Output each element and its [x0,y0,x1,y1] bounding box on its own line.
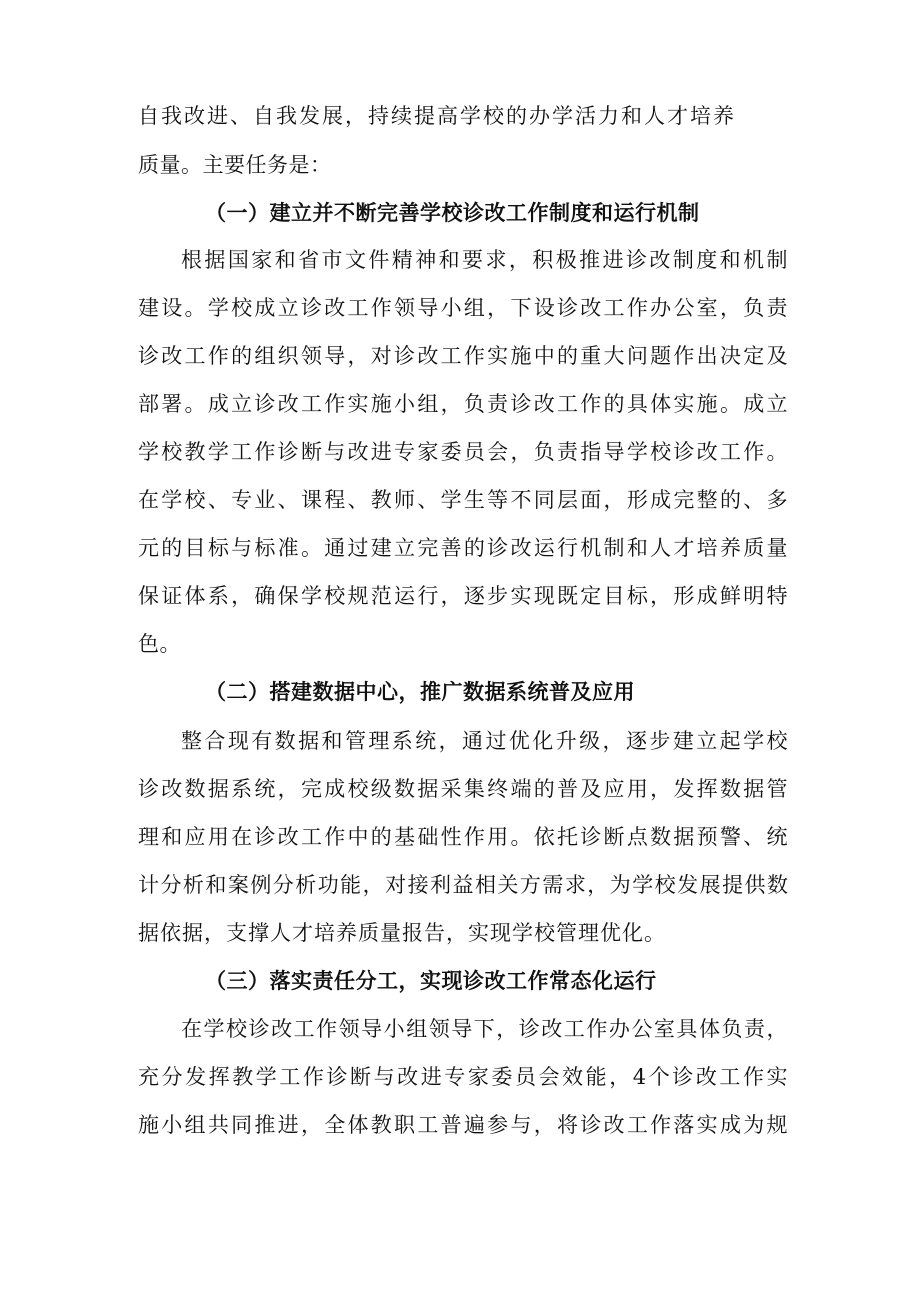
body-text-line: 元的目标与标准。通过建立完善的诊改运行机制和人才培养质量 [138,536,788,560]
section-heading-2: （二）搭建数据中心，推广数据系统普及应用 [205,680,635,704]
body-text-line: 诊改数据系统，完成校级数据采集终端的普及应用，发挥数据管 [138,777,788,801]
body-text-line: 色。 [138,632,181,656]
section-heading-3: （三）落实责任分工，实现诊改工作常态化运行 [205,969,657,993]
body-text-line: 建设。学校成立诊改工作领导小组，下设诊改工作办公室，负责 [138,296,788,320]
body-text-line: 部署。成立诊改工作实施小组，负责诊改工作的具体实施。成立 [138,392,788,416]
section-heading-1: （一）建立并不断完善学校诊改工作制度和运行机制 [205,201,700,225]
body-text-line: 充分发挥教学工作诊断与改进专家委员会效能，4个诊改工作实 [138,1065,788,1089]
body-text-line: 根据国家和省市文件精神和要求，积极推进诊改制度和机制 [181,248,788,272]
body-text-line: 在学校诊改工作领导小组领导下，诊改工作办公室具体负责， [181,1017,788,1041]
body-text-line: 在学校、专业、课程、教师、学生等不同层面，形成完整的、多 [138,488,788,512]
body-text-line: 质量。主要任务是： [138,153,332,177]
body-text-line: 整合现有数据和管理系统，通过优化升级，逐步建立起学校 [181,729,788,753]
body-text-line: 计分析和案例分析功能，对接利益相关方需求，为学校发展提供数 [138,873,788,897]
body-text-line: 自我改进、自我发展，持续提高学校的办学活力和人才培养 [138,104,736,128]
body-text-line: 理和应用在诊改工作中的基础性作用。依托诊断点数据预警、统 [138,825,788,849]
body-text-line: 据依据，支撑人才培养质量报告，实现学校管理优化。 [138,921,666,945]
body-text-line: 施小组共同推进，全体教职工普遍参与，将诊改工作落实成为规 [138,1113,788,1137]
body-text-line: 诊改工作的组织领导，对诊改工作实施中的重大问题作出决定及 [138,344,788,368]
body-text-line: 学校教学工作诊断与改进专家委员会，负责指导学校诊改工作。 [138,440,788,464]
body-text-line: 保证体系，确保学校规范运行，逐步实现既定目标，形成鲜明特 [138,584,788,608]
